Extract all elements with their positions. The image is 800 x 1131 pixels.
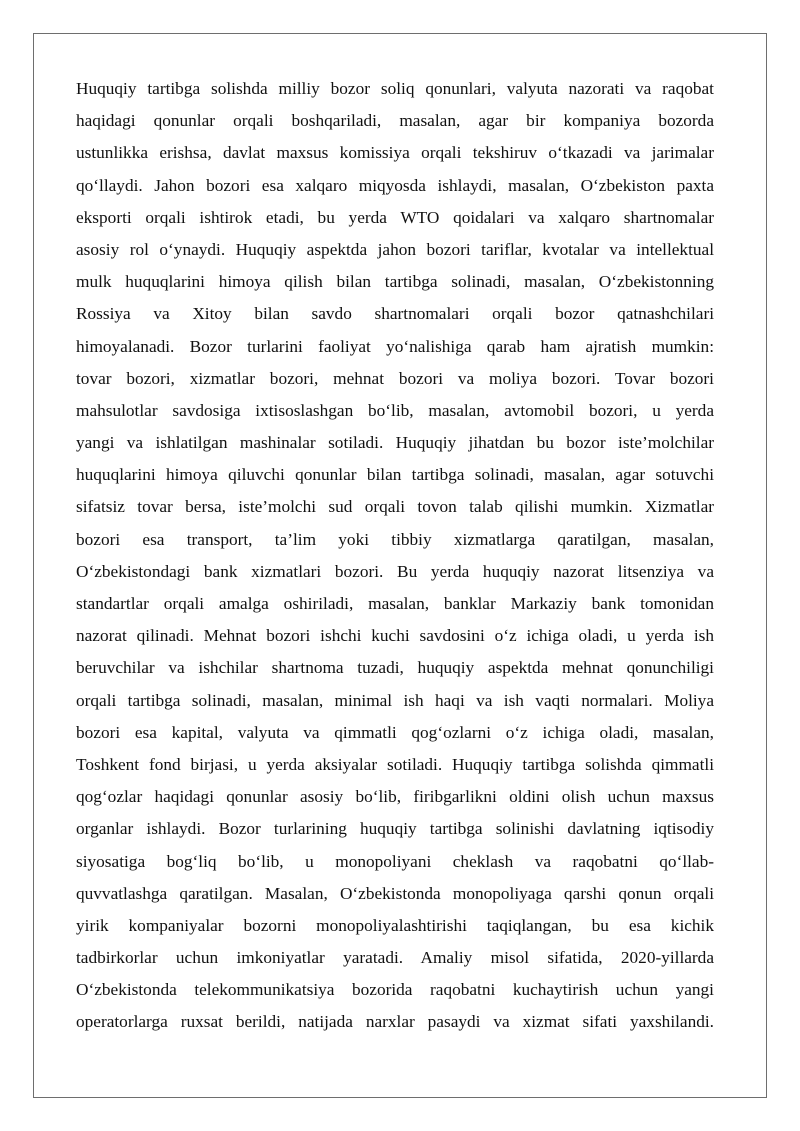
text-line: Toshkent fond birjasi, u yerda aksiyalar sotiladi. Huquqiy tartibga solishda qimmatli <box>76 754 714 774</box>
text-line: asosiy rol oʻynaydi. Huquqiy aspektda jahon bozori tariflar, kvotalar va intellektual <box>76 239 714 259</box>
text-line: qogʻozlar haqidagi qonunlar asosiy boʻlib, firibgarlikni oldini olish uchun maxsus <box>76 787 714 807</box>
text-line: organlar ishlaydi. Bozor turlarining huquqiy tartibga solinishi davlatning iqtisodiy <box>76 819 714 839</box>
text-line: Rossiya va Xitoy bilan savdo shartnomalari orqali bozor qatnashchilari <box>76 304 714 324</box>
text-line: standartlar orqali amalga oshiriladi, masalan, banklar Markaziy bank tomonidan <box>76 594 714 613</box>
document-body <box>76 73 714 1039</box>
text-line: tovar bozori, xizmatlar bozori, mehnat bozori va moliya bozori. Tovar bozori <box>76 368 714 388</box>
text-line: yangi va ishlatilgan mashinalar sotiladi. Huquqiy jihatdan bu bozor iste’molchilar <box>76 433 714 453</box>
text-line: Oʻzbekistonda telekommunikatsiya bozorida raqobatni kuchaytirish uchun yangi <box>76 980 714 1000</box>
text-line: Oʻzbekistondagi bank xizmatlari bozori. Bu yerda huquqiy nazorat litsenziya va <box>76 561 714 581</box>
text-line: haqidagi qonunlar orqali boshqariladi, masalan, agar bir kompaniya bozorda <box>76 111 714 131</box>
text-line: qoʻllaydi. Jahon bozori esa xalqaro miqyosda ishlaydi, masalan, Oʻzbekiston paxta <box>76 175 714 195</box>
text-line: Huquqiy tartibga solishda milliy bozor soliq qonunlari, valyuta nazorati va raqobat <box>76 79 714 98</box>
text-line: tadbirkorlar uchun imkoniyatlar yaratadi. Amaliy misol sifatida, 2020-yillarda <box>76 948 714 968</box>
text-line: huquqlarini himoya qiluvchi qonunlar bilan tartibga solinadi, masalan, agar sotuvchi <box>76 465 714 485</box>
text-line: siyosatiga bogʻliq boʻlib, u monopoliyani cheklash va raqobatni qoʻllab- <box>76 851 714 871</box>
text-line: eksporti orqali ishtirok etadi, bu yerda WTO qoidalari va xalqaro shartnomalar <box>76 207 714 227</box>
text-line: mulk huquqlarini himoya qilish bilan tartibga solinadi, masalan, Oʻzbekistonning <box>76 272 714 292</box>
text-line: nazorat qilinadi. Mehnat bozori ishchi kuchi savdosini oʻz ichiga oladi, u yerda ish <box>76 626 714 646</box>
text-line: beruvchilar va ishchilar shartnoma tuzadi, huquqiy aspektda mehnat qonunchiligi <box>76 658 714 678</box>
text-line: operatorlarga ruxsat berildi, natijada narxlar pasaydi va xizmat sifati yaxshilandi. <box>76 1012 714 1032</box>
text-line: yirik kompaniyalar bozorni monopoliyalashtirishi taqiqlangan, bu esa kichik <box>76 915 714 935</box>
text-line: bozori esa kapital, valyuta va qimmatli qogʻozlarni oʻz ichiga oladi, masalan, <box>76 722 714 742</box>
text-line: quvvatlashga qaratilgan. Masalan, Oʻzbekistonda monopoliyaga qarshi qonun orqali <box>76 883 714 903</box>
text-line: orqali tartibga solinadi, masalan, minimal ish haqi va ish vaqti normalari. Moliya <box>76 690 714 710</box>
text-line: himoyalanadi. Bozor turlarini faoliyat yoʻnalishiga qarab ham ajratish mumkin: <box>76 336 714 356</box>
text-line: bozori esa transport, ta’lim yoki tibbiy xizmatlarga qaratilgan, masalan, <box>76 529 714 549</box>
text-line: ustunlikka erishsa, davlat maxsus komissiya orqali tekshiruv oʻtkazadi va jarimalar <box>76 143 714 163</box>
text-line: mahsulotlar savdosiga ixtisoslashgan boʻlib, masalan, avtomobil bozori, u yerda <box>76 400 714 420</box>
text-line: sifatsiz tovar bersa, iste’molchi sud orqali tovon talab qilishi mumkin. Xizmatlar <box>76 497 714 517</box>
